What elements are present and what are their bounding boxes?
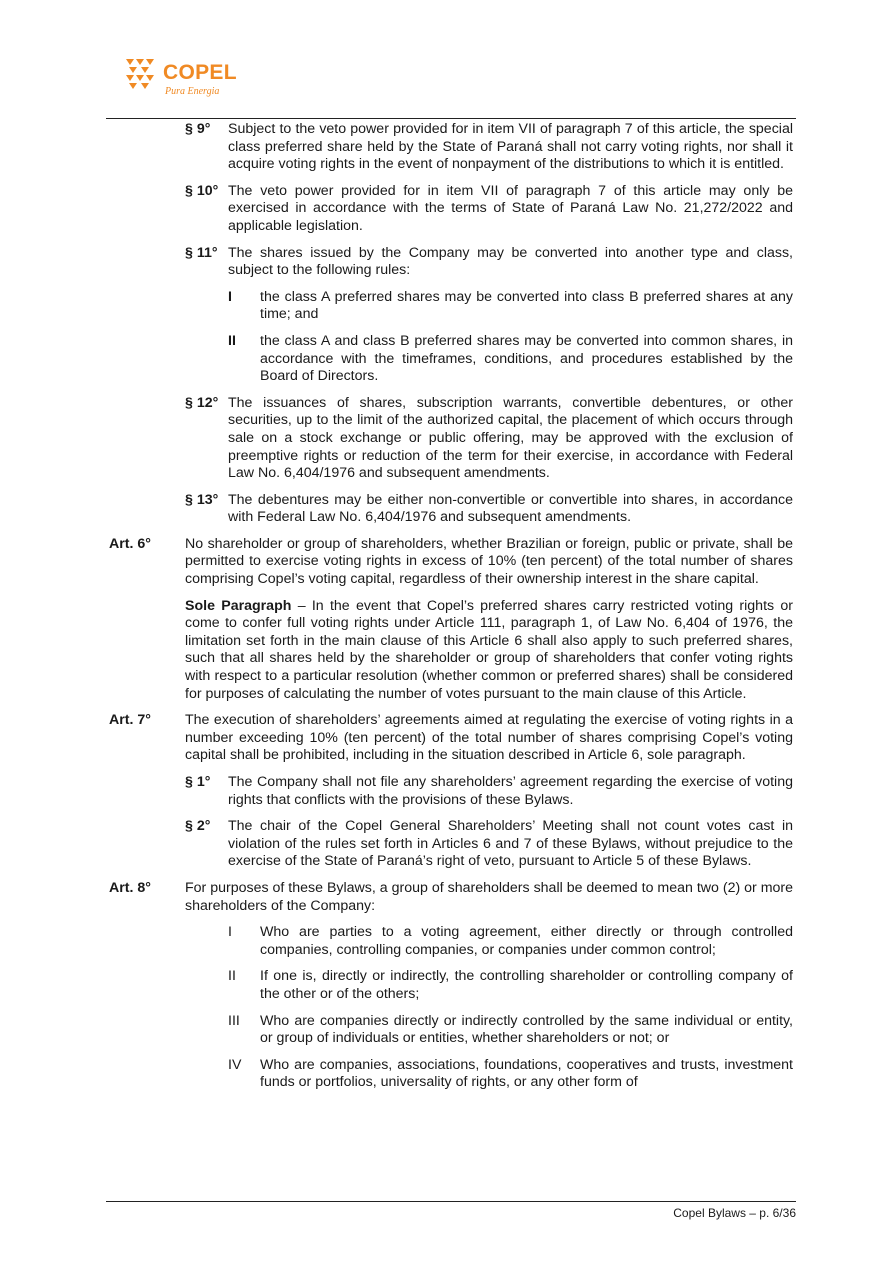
par-text: The issuances of shares, subscription warrants, convertible debentures, or other securities, up to the limit of the authorized capital, the placement of which occurs through sale on a stock exchange or public offering, may be approved with the exclusion of preemptive rights or reduction of the term for their exercise, in accordance with Federal Law No. 6,404/1976 and subsequent amendments.	[228, 394, 793, 482]
item-label: III	[228, 1012, 240, 1029]
paragraph-block	[0, 774, 894, 809]
sole-paragraph-label: Sole Paragraph	[185, 597, 292, 614]
list-item	[0, 968, 894, 1003]
par-label: § 11°	[185, 244, 218, 261]
article-block	[0, 712, 894, 765]
art-text: No shareholder or group of shareholders, whether Brazilian or foreign, public or private, shall be permitted to exercise voting rights in excess of 10% (ten percent) of the total number of shares comprising Copel’s voting capital, regardless of their ownership interest in the share capital.	[185, 535, 793, 588]
paragraph-block	[0, 492, 894, 527]
logo-wordmark: COPEL	[163, 61, 237, 84]
sole-paragraph-text	[185, 598, 793, 704]
par-text: The chair of the Copel General Shareholders’ Meeting shall not count votes cast in violation of the rules set forth in Articles 6 and 7 of these Bylaws, without prejudice to the exercise of the State of Paraná’s right of veto, pursuant to Article 5 of these Bylaws.	[228, 818, 793, 870]
paragraph-block	[0, 183, 894, 236]
item-text: the class A preferred shares may be converted into class B preferred shares at any time; and	[260, 288, 793, 323]
par-label: § 1°	[185, 774, 211, 790]
copel-logo	[124, 57, 244, 101]
par-text: Subject to the veto power provided for in item VII of paragraph 7 of this article, the special class preferred share held by the State of Paraná shall not carry voting rights, nor shall it acquire voting rights in the event of nonpayment of the distributions to which it is entitled.	[228, 121, 793, 173]
list-item	[0, 1013, 894, 1048]
article-block	[0, 536, 894, 589]
article-block	[0, 880, 894, 915]
item-label: II	[228, 332, 236, 349]
item-label: II	[228, 968, 236, 985]
list-item	[0, 289, 894, 324]
item-text: Who are companies directly or indirectly controlled by the same individual or entity, or group of individuals or entities, whether shareholders or not; or	[260, 1012, 793, 1047]
par-label: § 2°	[185, 818, 211, 835]
list-item	[0, 333, 894, 386]
paragraph-block	[0, 395, 894, 483]
copel-logo-mark-icon	[124, 57, 158, 91]
list-item	[0, 1057, 894, 1092]
par-text: The veto power provided for in item VII of paragraph 7 of this article may only be exercised in accordance with the terms of State of Paraná Law No. 21,272/2022 and applicable legislation.	[228, 182, 793, 234]
art-text: The execution of shareholders’ agreements aimed at regulating the exercise of voting rights in a number exceeding 10% (ten percent) of the total number of shares comprising Copel’s voting capital shall be prohibited, including in the situation described in Article 6, sole paragraph.	[185, 712, 793, 764]
list-item	[0, 924, 894, 959]
art-text: For purposes of these Bylaws, a group of shareholders shall be deemed to mean two (2) or more shareholders of the Company:	[185, 879, 794, 914]
par-text: The debentures may be either non-convertible or convertible into shares, in accordance with Federal Law No. 6,404/1976 and subsequent amendments.	[228, 491, 793, 526]
header-divider	[106, 118, 796, 119]
par-label: § 9°	[185, 121, 211, 137]
art-label: Art. 8°	[109, 879, 151, 896]
item-text: Who are parties to a voting agreement, either directly or through controlled companies, controlling companies, or companies under common control;	[260, 924, 793, 958]
footer-divider	[106, 1201, 796, 1202]
item-label: I	[228, 924, 232, 941]
paragraph-block	[0, 121, 894, 174]
par-label: § 13°	[185, 491, 219, 508]
paragraph-block	[0, 818, 894, 871]
art-label: Art. 6°	[109, 535, 151, 552]
document-body	[0, 121, 894, 1101]
item-text: Who are companies, associations, foundations, cooperatives and trusts, investment funds or portfolios, universality of rights, or any other form of	[260, 1056, 793, 1091]
par-text: The Company shall not file any shareholders’ agreement regarding the exercise of voting rights that conflicts with the provisions of these Bylaws.	[228, 774, 793, 808]
par-text: The shares issued by the Company may be converted into another type and class, subject to the following rules:	[228, 244, 793, 279]
paragraph-block	[0, 245, 894, 280]
item-label: I	[228, 288, 232, 305]
item-text: the class A and class B preferred shares may be converted into common shares, in accordance with the timeframes, conditions, and procedures established by the Board of Directors.	[260, 332, 793, 385]
par-label: § 12°	[185, 394, 219, 411]
item-label: IV	[228, 1056, 242, 1073]
art-label: Art. 7°	[109, 712, 151, 729]
sole-paragraph	[0, 598, 894, 704]
sole-paragraph-body: – In the event that Copel’s preferred shares carry restricted voting rights or come to confer full voting rights under Article 111, paragraph 1, of Law No. 6,404 of 1976, the limitation set forth in the main clause of this Article 6 shall also apply to such preferred shares, such that all shares held by the shareholder or group of shareholders that confer voting rights with respect to a particular resolution (whether common or preferred shares) shall be considered for purposes of calculating the number of votes pursuant to the main clause of this Article.	[185, 597, 793, 702]
logo-tagline: Pura Energia	[165, 86, 220, 97]
par-label: § 10°	[185, 182, 219, 199]
item-text: If one is, directly or indirectly, the controlling shareholder or controlling company of the other or of the others;	[260, 968, 793, 1002]
page-footer: Copel Bylaws – p. 6/36	[673, 1206, 796, 1220]
